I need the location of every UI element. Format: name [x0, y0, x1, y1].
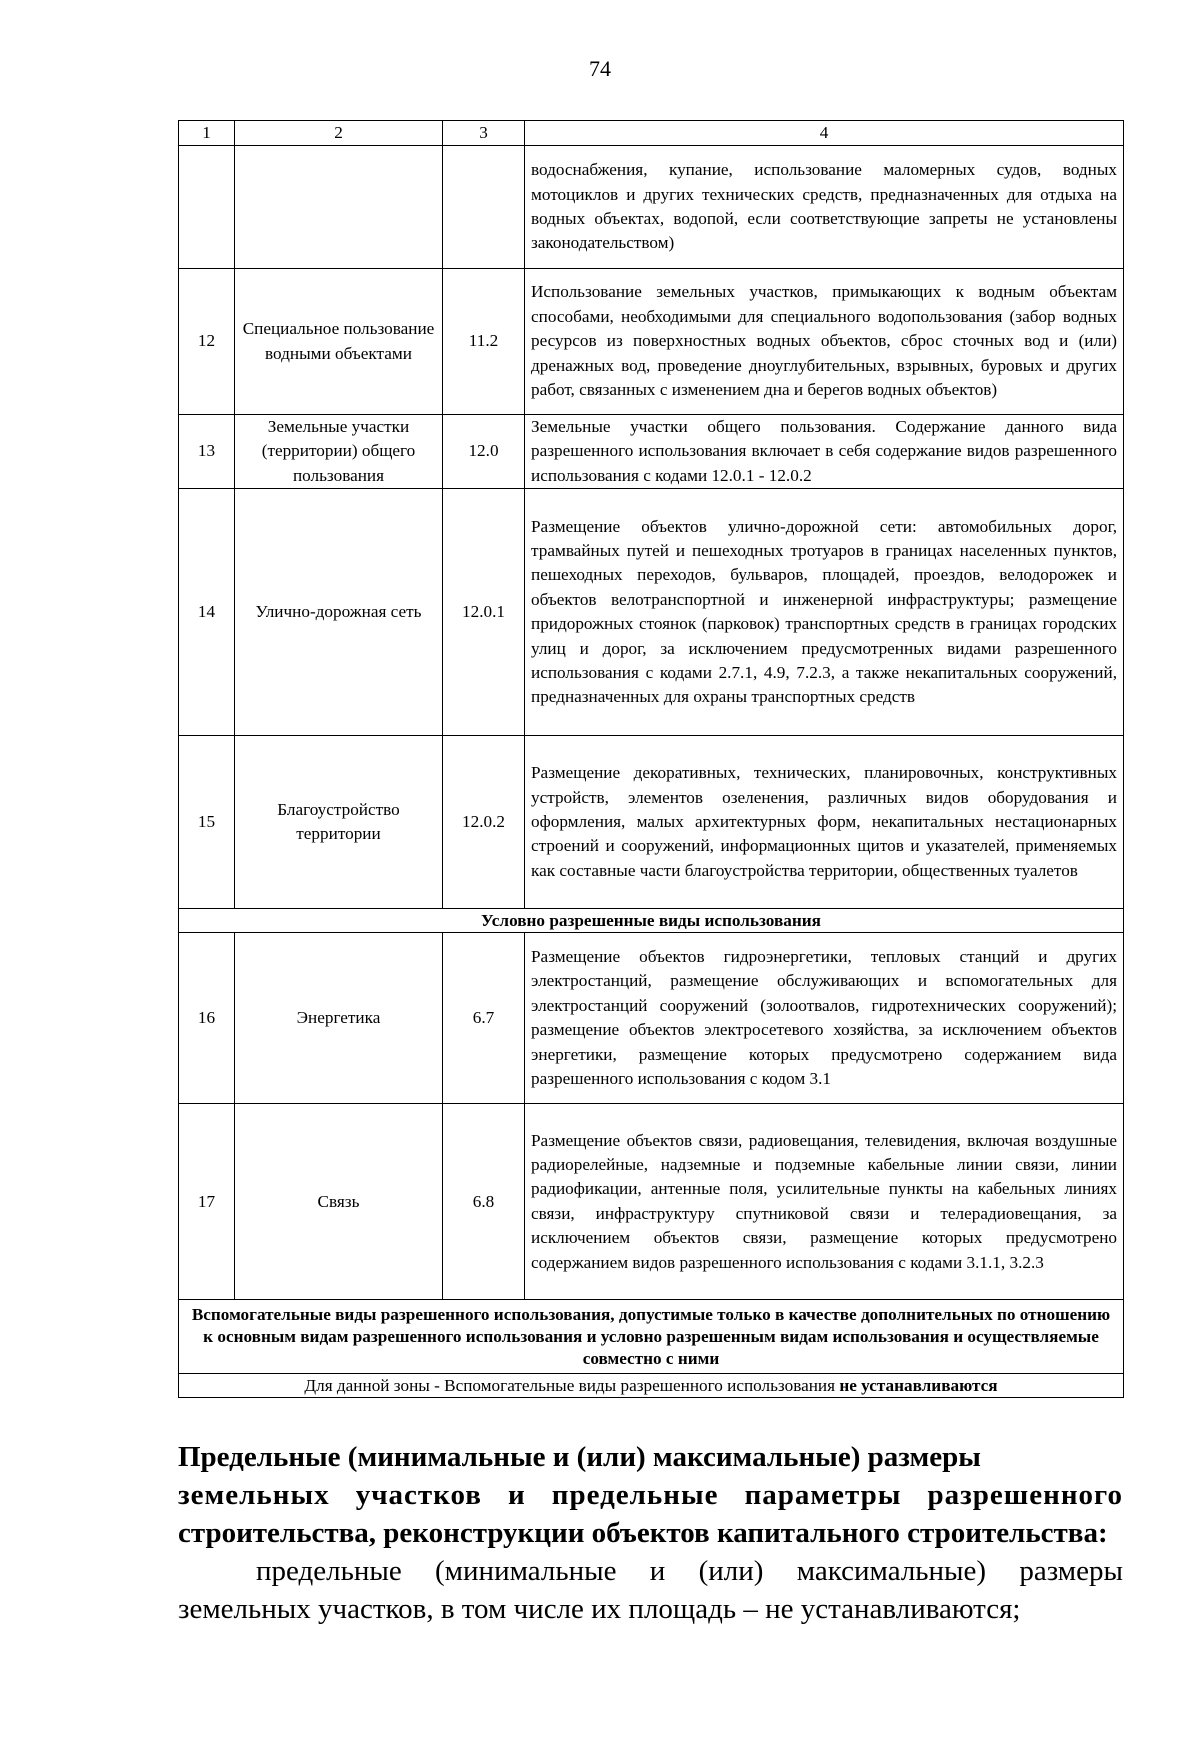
table-row [179, 269, 1124, 415]
row-code: 12.0.1 [443, 489, 525, 736]
row-description: Размещение объектов улично-дорожной сети: автомобильных дорог, трамвайных путей и пешеходных тротуаров в границах населенных пунктов, пешеходных переходов, бульваров, площадей, проездов, велодорожек и объектов велотранспортной и инженерной инфраструктуры; размещение придорожных стоянок (парковок) транспортных средств в границах городских улиц и дорог, за исключением предусмотренных видами разрешенного использования с кодами 2.7.1, 4.9, 7.2.3, а также некапитальных сооружений, предназначенных для охраны транспортных средств [525, 489, 1124, 736]
row-name: Земельные участки (территории) общего пользования [235, 415, 443, 489]
row-description: водоснабжения, купание, использование маломерных судов, водных мотоциклов и других технических средств, предназначенных для отдыха на водных объектах, водопой, если соответствующие запреты не установлены законодательством) [525, 146, 1124, 269]
row-description: Размещение декоративных, технических, планировочных, конструктивных устройств, элементов озеленения, различных видов оборудования и оформления, малых архитектурных форм, некапитальных нестационарных строений и сооружений, информационных щитов и указателей, применяемых как составные части благоустройства территории, общественных туалетов [525, 736, 1124, 909]
limits-paragraph: предельные (минимальные и (или) максимальные) размеры земельных участков, в том числе их площадь – не устанавливаются; [178, 1555, 1123, 1625]
row-description: Земельные участки общего пользования. Содержание данного вида разрешенного использования включает в себя содержание видов разрешенного использования с кодами 12.0.1 - 12.0.2 [525, 415, 1124, 489]
row-number: 12 [179, 269, 235, 415]
row-code: 6.8 [443, 1104, 525, 1300]
section-heading [178, 1438, 1123, 1552]
row-number: 17 [179, 1104, 235, 1300]
row-code: 6.7 [443, 933, 525, 1104]
row-name: Благоустройство территории [235, 736, 443, 909]
row-name: Улично-дорожная сеть [235, 489, 443, 736]
page-number: 74 [589, 56, 611, 81]
row-code: 11.2 [443, 269, 525, 415]
footer-row [179, 1374, 1124, 1398]
row-description: Размещение объектов гидроэнергетики, тепловых станций и других электростанций, размещение обслуживающих и вспомогательных для электростанций сооружений (золоотвалов, гидротехнических сооружений); размещение объектов электросетевого хозяйства, за исключением объектов энергетики, размещение которых предусмотрено содержанием вида разрешенного использования с кодом 3.1 [525, 933, 1124, 1104]
row-number: 15 [179, 736, 235, 909]
table-row [179, 933, 1124, 1104]
row-code: 12.0.2 [443, 736, 525, 909]
table-row [179, 736, 1124, 909]
land-use-table [178, 120, 1124, 1398]
table-header-row [179, 121, 1124, 146]
heading-line-3: строительства, реконструкции объектов капитального строительства: [178, 1517, 1108, 1549]
row-code: 12.0 [443, 415, 525, 489]
row-name: Связь [235, 1104, 443, 1300]
row-description: Размещение объектов связи, радиовещания, телевидения, включая воздушные радиорелейные, надземные и подземные кабельные линии связи, линии радиофикации, антенные поля, усилительные пункты на кабельных линиях связи, инфраструктуру спутниковой связи и телерадиовещания, за исключением объектов связи, размещение которых предусмотрено содержанием видов разрешенного использования с кодами 3.1.1, 3.2.3 [525, 1104, 1124, 1300]
header-col-1: 1 [179, 121, 235, 146]
footer-bold-text: не устанавливаются [839, 1375, 998, 1395]
header-col-4: 4 [525, 121, 1124, 146]
table-row [179, 146, 1124, 269]
row-number [179, 146, 235, 269]
section-conditional-title: Условно разрешенные виды использования [179, 909, 1124, 933]
row-number: 13 [179, 415, 235, 489]
section-auxiliary-title: Вспомогательные виды разрешенного использования, допустимые только в качестве дополнительных по отношению к основным видам разрешенного использования и условно разрешенным видам использования и осуществляемые совместно с ними [179, 1300, 1124, 1374]
table-row [179, 415, 1124, 489]
row-number: 16 [179, 933, 235, 1104]
footer-cell [179, 1374, 1124, 1398]
row-description: Использование земельных участков, примыкающих к водным объектам способами, необходимыми для специального водопользования (забор водных ресурсов из поверхностных водных объектов, сброс сточных вод и (или) дренажных вод, проведение дноуглубительных, взрывных, буровых и других работ, связанных с изменением дна и берегов водных объектов) [525, 269, 1124, 415]
row-name: Специальное пользование водными объектами [235, 269, 443, 415]
table-row [179, 489, 1124, 736]
header-col-2: 2 [235, 121, 443, 146]
section-row [179, 1300, 1124, 1374]
footer-text: Для данной зоны - Вспомогательные виды разрешенного использования [304, 1375, 836, 1395]
row-name: Энергетика [235, 933, 443, 1104]
section-row [179, 909, 1124, 933]
table-row [179, 1104, 1124, 1300]
heading-line-2: земельных участков и предельные параметры разрешенного [178, 1479, 1123, 1511]
heading-line-1: Предельные (минимальные и (или) максимальные) размеры [178, 1441, 981, 1473]
row-number: 14 [179, 489, 235, 736]
header-col-3: 3 [443, 121, 525, 146]
row-name [235, 146, 443, 269]
row-code [443, 146, 525, 269]
limits-section [178, 1438, 1123, 1657]
